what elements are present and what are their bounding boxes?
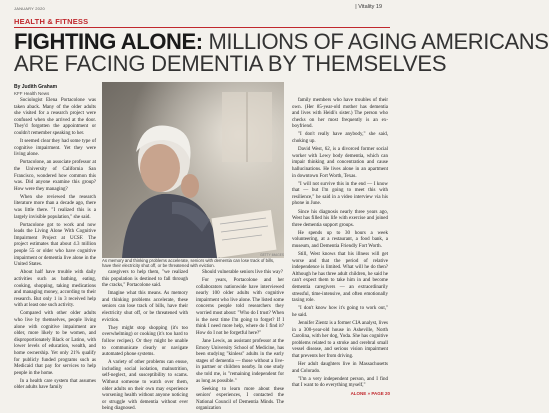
paragraph: Portacolone, an associate professor at the University of California San Francisco, wondered how common this was. Did anyone examine this group? How were they managing? <box>14 160 96 192</box>
headline <box>14 29 549 77</box>
byline <box>14 84 96 96</box>
headline-line-2: ARE FACING DEMENTIA BY THEMSELVES <box>14 51 447 77</box>
paragraph: They might stop shopping (it's too overwhelming) or cooking (it's too hard to follow recipes). Or they might be unable to communicate clearly or navigate automated phone systems. <box>102 325 188 358</box>
paragraph: Still, West knows that his illness will get worse and that the period of relative independence is limited. What will he do then? Although he has three adult children, he said he can't expect them to take him in and become dementia caregivers — an extraordinarily stressful, time-intensive, and often emotionally taxing role. <box>292 252 388 304</box>
paragraph: Compared with other older adults who live by themselves, people living alone with cognitive impairment are older, more likely to be women, and disproportionately Black or Latino, with lower levels of education, wealth, and home ownership. Yet only 21% qualify for publicly funded programs such as Medicaid that pay for services to help people in the home. <box>14 311 96 376</box>
page-header <box>14 0 390 14</box>
article-column-1 <box>14 98 96 394</box>
article-column-3 <box>196 270 284 412</box>
continued-page-link[interactable]: ALONE » PAGE 20 <box>350 391 390 396</box>
paragraph: "I will not survive this in the end — I know that — but I'm going to meet this with resilience," he said in a video interview via his phone in June. <box>292 181 388 207</box>
paragraph: "I'm a very independent person, and I find that I want to do everything myself," <box>292 376 388 389</box>
photo-image <box>102 82 284 258</box>
paragraph: About half have trouble with daily activities such as bathing, eating, cooking, shopping, taking medications and managing money, according to their research. But only 1 in 3 received help with at least one such activity. <box>14 270 96 309</box>
paragraph: "I don't know how it's going to work out," he said. <box>292 306 388 318</box>
paragraph: "I don't really have anybody," she said, choking up. <box>292 132 388 145</box>
paragraph: For years, Portacolone and her collaborators nationwide have interviewed nearly 100 older adults with cognitive impairment who live alone. The listed some concerns people told researchers they worried most about: "Who do I trust? When is the next time I'm going to forget? If I think I need more help, where do I find it? How do I not be forgetful here?" <box>196 278 284 336</box>
paragraph: Should vulnerable seniors live this way? <box>202 270 283 275</box>
article-photo <box>102 82 284 258</box>
section-divider <box>14 27 390 28</box>
caption-text: As memory and thinking problems accelerate, seniors with dementia can lose track of bills, have their electricity shut off, or be threatened with eviction. <box>102 258 275 269</box>
photo-credit: GETTY IMAGES <box>260 253 284 257</box>
publication-name: | Vitality 19 <box>355 4 382 10</box>
paragraph: Her adult daughters live in Massachusetts and Colorado. <box>292 362 388 374</box>
paragraph: Portacolone got to work and now leads the Living Alone With Cognitive Impairment Project at UCSF. The project estimates that about 4.3 million people 55 or older who have cognitive impairment or dementia live alone in the United States. <box>14 222 96 268</box>
author-organization: KFF Health News <box>14 91 50 96</box>
headline-bold: FIGHTING ALONE: <box>14 29 203 54</box>
paragraph: When she reviewed the research literature more than a decade ago, there was little there. "I realized this is a largely invisible population," she said. <box>14 194 96 220</box>
paragraph: caregivers to help them, "we realized this population is destined to fall through the cracks," Portacolone said. <box>102 270 188 289</box>
photo-caption <box>102 253 284 269</box>
paragraph: Jane Lewis, an assistant professor at the Emory University School of Medicine, has been studying "kinless" adults in the early stages of dementia — those without a live-in partner or children nearby. In one study she told me, is "remaining independent for as long as possible." <box>196 338 284 384</box>
headline-light: MILLIONS OF AGING AMERICANS <box>202 29 549 54</box>
paragraph: Imagine what this means. As memory and thinking problems accelerate, these seniors can lose track of bills, have their electricity shut off, or be threatened with eviction. <box>102 291 188 323</box>
headline-line-1 <box>14 29 549 54</box>
paragraph: Since his diagnosis nearly three years ago, West has filled his life with exercise and joined three dementia support groups. <box>292 209 388 228</box>
section-label: HEALTH & FITNESS <box>14 17 89 26</box>
paragraph: David West, 62, is a divorced former social worker with Lewy body dementia, which can impair thinking and concentration and cause hallucinations. He lives alone in an apartment in downtown Fort Worth, Texas. <box>292 147 388 179</box>
issue-date: JANUARY 2020 <box>14 6 45 11</box>
article-column-4 <box>292 98 388 389</box>
paragraph: It seemed clear they had some type of cognitive impairment. Yet they were living alone. <box>14 139 96 158</box>
article-column-2 <box>102 270 188 412</box>
author-name: By Judith Graham <box>14 84 58 90</box>
paragraph: He spends up to 30 hours a week volunteering, at a restaurant, a food bank, a museum, and Dementia Friendly Fort Worth. <box>292 230 388 249</box>
paragraph: Seeking to learn more about these seniors' experiences, I contacted the National Council of Dementia Minds. The organization <box>196 386 284 412</box>
paragraph: Sociologist Elena Portacolone was taken aback. Many of the older adults she visited for a research project were confused when she arrived at the door. They'd forgotten the appointment or couldn't remember speaking to her. <box>14 98 96 136</box>
paragraph: family members who have troubles of their own. (Her 85-year-old mother has dementia and lives with Heidi's sister.) The person who checks on her most frequently is an ex-boyfriend. <box>292 98 388 130</box>
paragraph: In a health care system that assumes older adults have family <box>14 378 96 391</box>
paragraph: Jennifer Zientz is a former CIA analyst, lives in a 300-year-old house in Asheville, North Carolina, with her dog, Yoda. She has cognitive problems related to a stroke and cerebral small vessel disease, and serious vision impairment that prevents her from driving. <box>292 321 388 359</box>
paragraph: A variety of other problems can ensue, including social isolation, malnutrition, self-neglect, and susceptibility to scams. Without someone to watch over them, older adults on their own may experience worsening health without anyone noticing or struggle with dementia without ever being diagnosed. <box>102 360 188 412</box>
